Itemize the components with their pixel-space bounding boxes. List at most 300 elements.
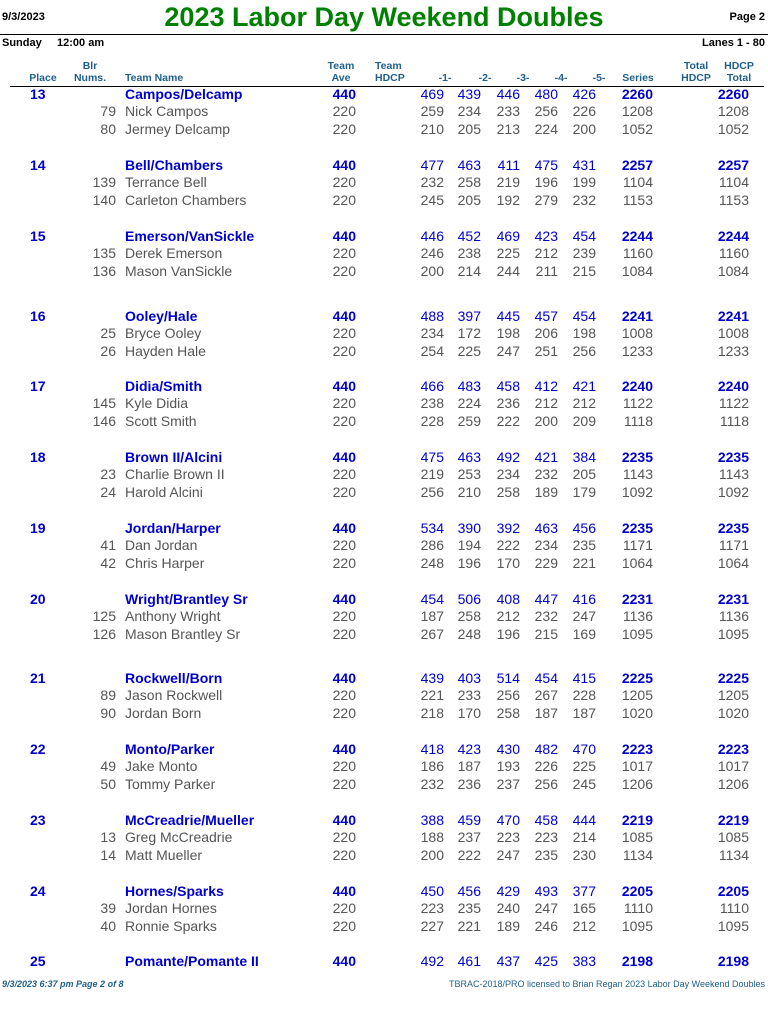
team-block — [0, 86, 768, 157]
bowler-game-5: 256 — [572, 343, 596, 359]
team-block — [0, 741, 768, 812]
bowler-game-5: 225 — [572, 758, 596, 774]
bowler-game-5: 200 — [572, 121, 596, 137]
bowler-average: 220 — [332, 608, 356, 624]
bowler-game-5: 198 — [572, 325, 596, 341]
bowler-series: 1136 — [622, 608, 653, 624]
bowler-game-4: 247 — [534, 900, 558, 916]
col-game-1: -1- — [438, 72, 452, 84]
bowler-game-3: 219 — [496, 174, 520, 190]
team-series: 2231 — [621, 591, 653, 607]
team-series: 2219 — [621, 812, 653, 828]
bowler-game-2: 214 — [457, 263, 481, 279]
bowler-game-1: 210 — [420, 121, 444, 137]
col-team-ave — [320, 60, 362, 84]
bowler-series: 1020 — [621, 705, 653, 721]
team-game-4: 493 — [534, 883, 558, 899]
bowler-name: Kyle Didia — [125, 395, 189, 411]
team-game-3: 392 — [496, 520, 520, 536]
team-average: 440 — [332, 741, 356, 757]
bowler-game-3: 247 — [496, 343, 520, 359]
bowler-game-2: 233 — [457, 687, 481, 703]
bowler-number: 24 — [100, 484, 116, 500]
bowler-average: 220 — [332, 413, 356, 429]
bowler-hdcp-total: 1084 — [717, 263, 749, 279]
bowler-game-5: 199 — [572, 174, 596, 190]
bowler-game-1: 200 — [420, 847, 444, 863]
team-name: Pomante/Pomante II — [125, 953, 259, 969]
team-place: 19 — [30, 520, 46, 536]
bowler-game-5: 179 — [572, 484, 596, 500]
bowler-game-5: 226 — [572, 103, 596, 119]
footer-license: TBRAC-2018/PRO licensed to Brian Regan 2023 Labor Day Weekend Doubles — [448, 979, 765, 989]
team-average: 440 — [332, 591, 356, 607]
bowler-hdcp-total: 1008 — [717, 325, 749, 341]
bowler-game-2: 187 — [457, 758, 481, 774]
team-name: Brown II/Alcini — [125, 449, 223, 465]
bowler-game-4: 251 — [534, 343, 558, 359]
bowler-name: Tommy Parker — [125, 776, 216, 792]
bowler-game-2: 172 — [457, 325, 481, 341]
team-game-3: 458 — [496, 378, 520, 394]
team-game-4: 421 — [534, 449, 558, 465]
bowler-game-5: 165 — [572, 900, 596, 916]
team-game-4: 475 — [534, 157, 558, 173]
col-blr-nums — [70, 60, 110, 84]
session-day-time: Sunday 12:00 am — [2, 37, 105, 49]
bowler-game-1: 219 — [420, 466, 444, 482]
bowler-name: Dan Jordan — [125, 537, 198, 553]
bowler-number: 140 — [92, 192, 116, 208]
bowler-game-1: 186 — [420, 758, 444, 774]
team-game-4: 458 — [534, 812, 558, 828]
team-game-3: 514 — [496, 670, 520, 686]
bowler-game-2: 225 — [457, 343, 481, 359]
bowler-series: 1052 — [621, 121, 653, 137]
bowler-game-5: 239 — [572, 245, 596, 261]
bowler-game-4: 223 — [534, 829, 558, 845]
team-place: 24 — [30, 883, 46, 899]
bowler-name: Jermey Delcamp — [125, 121, 231, 137]
team-game-2: 439 — [457, 86, 481, 102]
team-game-4: 412 — [534, 378, 558, 394]
bowler-game-4: 200 — [534, 413, 558, 429]
team-series: 2235 — [621, 449, 653, 465]
bowler-average: 220 — [332, 918, 356, 934]
bowler-average: 220 — [332, 758, 356, 774]
bowler-game-2: 170 — [457, 705, 481, 721]
bowler-series: 1206 — [621, 776, 653, 792]
team-game-3: 430 — [496, 741, 520, 757]
bowler-game-2: 210 — [457, 484, 481, 500]
bowler-game-2: 221 — [457, 918, 481, 934]
team-game-4: 457 — [534, 308, 558, 324]
bowler-hdcp-total: 1208 — [717, 103, 749, 119]
bowler-game-5: 221 — [572, 555, 596, 571]
team-game-1: 534 — [420, 520, 444, 536]
bowler-game-3: 225 — [496, 245, 520, 261]
team-game-1: 475 — [420, 449, 444, 465]
col-thdcp-line1: Total — [683, 60, 709, 72]
bowler-game-3: 240 — [496, 900, 520, 916]
bowler-game-4: 226 — [534, 758, 558, 774]
team-series: 2205 — [621, 883, 653, 899]
bowler-game-5: 209 — [572, 413, 596, 429]
bowler-game-3: 198 — [496, 325, 520, 341]
bowler-game-1: 221 — [420, 687, 444, 703]
team-game-4: 480 — [534, 86, 558, 102]
bowler-game-3: 236 — [496, 395, 520, 411]
bowler-average: 220 — [332, 395, 356, 411]
bowler-number: 26 — [100, 343, 116, 359]
team-game-1: 466 — [420, 378, 444, 394]
bowler-series: 1064 — [621, 555, 653, 571]
header-divider — [0, 34, 768, 35]
bowler-average: 220 — [332, 847, 356, 863]
bowler-hdcp-total: 1118 — [719, 413, 749, 429]
bowler-game-1: 254 — [420, 343, 444, 359]
bowler-series: 1017 — [621, 758, 653, 774]
bowler-series: 1122 — [622, 395, 653, 411]
bowler-game-5: 214 — [572, 829, 596, 845]
bowler-hdcp-total: 1134 — [718, 847, 749, 863]
footer-timestamp: 9/3/2023 6:37 pm Page 2 of 8 — [2, 979, 124, 989]
bowler-game-1: 227 — [420, 918, 444, 934]
bowler-series: 1092 — [621, 484, 653, 500]
team-block — [0, 812, 768, 883]
team-average: 440 — [332, 86, 356, 102]
bowler-number: 14 — [100, 847, 116, 863]
bowler-game-4: 234 — [534, 537, 558, 553]
bowler-series: 1085 — [621, 829, 653, 845]
team-hdcp-total: 2219 — [717, 812, 749, 828]
bowler-game-5: 235 — [572, 537, 596, 553]
team-name: Bell/Chambers — [125, 157, 224, 173]
bowler-number: 39 — [100, 900, 116, 916]
team-game-1: 446 — [420, 228, 444, 244]
bowler-average: 220 — [332, 705, 356, 721]
team-game-3: 408 — [496, 591, 520, 607]
team-name: Hornes/Sparks — [125, 883, 224, 899]
team-hdcp-total: 2205 — [717, 883, 749, 899]
team-game-1: 439 — [420, 670, 444, 686]
bowler-game-4: 224 — [534, 121, 558, 137]
bowler-number: 49 — [100, 758, 116, 774]
col-htotal-line2: Total — [726, 72, 752, 84]
bowler-game-5: 212 — [572, 395, 596, 411]
bowler-series: 1143 — [622, 466, 653, 482]
bowler-game-3: 222 — [496, 413, 520, 429]
team-game-4: 447 — [534, 591, 558, 607]
bowler-game-4: 246 — [534, 918, 558, 934]
col-htotal-line1: HDCP — [724, 60, 754, 72]
team-game-5: 377 — [572, 883, 596, 899]
team-block — [0, 449, 768, 520]
bowler-game-2: 236 — [457, 776, 481, 792]
team-name: Monto/Parker — [125, 741, 215, 757]
bowler-game-5: 230 — [572, 847, 596, 863]
team-game-2: 463 — [457, 449, 481, 465]
page-number: Page 2 — [729, 11, 765, 23]
bowler-name: Charlie Brown II — [125, 466, 225, 482]
bowler-game-1: 232 — [420, 174, 444, 190]
col-place: Place — [29, 72, 57, 84]
team-hdcp-total: 2198 — [717, 953, 749, 969]
team-game-4: 425 — [534, 953, 558, 969]
bowler-average: 220 — [332, 776, 356, 792]
bowler-name: Carleton Chambers — [125, 192, 247, 208]
bowler-game-3: 258 — [496, 705, 520, 721]
bowler-game-3: 212 — [496, 608, 520, 624]
team-place: 20 — [30, 591, 46, 607]
bowler-game-3: 196 — [496, 626, 520, 642]
bowler-game-1: 187 — [420, 608, 444, 624]
team-hdcp-total: 2235 — [717, 449, 749, 465]
lanes-label: Lanes 1 - 80 — [702, 37, 765, 49]
bowler-series: 1095 — [621, 918, 653, 934]
bowler-game-5: 215 — [572, 263, 596, 279]
col-hdcp-line2: HDCP — [375, 72, 405, 84]
bowler-game-1: 234 — [420, 325, 444, 341]
bowler-number: 126 — [92, 626, 116, 642]
bowler-game-3: 193 — [496, 758, 520, 774]
team-block — [0, 228, 768, 299]
bowler-series: 1084 — [621, 263, 653, 279]
team-hdcp-total: 2223 — [717, 741, 749, 757]
team-average: 440 — [332, 953, 356, 969]
team-game-2: 397 — [457, 308, 481, 324]
bowler-series: 1153 — [622, 192, 653, 208]
bowler-game-3: 258 — [496, 484, 520, 500]
bowler-name: Hayden Hale — [125, 343, 206, 359]
bowler-game-2: 237 — [457, 829, 481, 845]
bowler-game-3: 222 — [496, 537, 520, 553]
bowler-number: 42 — [100, 555, 116, 571]
bowler-average: 220 — [332, 343, 356, 359]
team-game-3: 492 — [496, 449, 520, 465]
bowler-game-2: 205 — [457, 192, 481, 208]
bowler-average: 220 — [332, 121, 356, 137]
team-name: Emerson/VanSickle — [125, 228, 255, 244]
bowler-game-4: 215 — [534, 626, 558, 642]
bowler-number: 146 — [92, 413, 116, 429]
bowler-series: 1095 — [621, 626, 653, 642]
bowler-game-5: 245 — [572, 776, 596, 792]
team-game-5: 431 — [572, 157, 596, 173]
bowler-game-3: 223 — [496, 829, 520, 845]
team-place: 16 — [30, 308, 46, 324]
team-series: 2198 — [621, 953, 653, 969]
report-date: 9/3/2023 — [2, 11, 45, 23]
team-game-2: 452 — [457, 228, 481, 244]
bowler-hdcp-total: 1143 — [718, 466, 749, 482]
bowler-average: 220 — [332, 484, 356, 500]
bowler-series: 1160 — [622, 245, 653, 261]
team-block — [0, 883, 768, 954]
team-hdcp-total: 2244 — [717, 228, 749, 244]
team-average: 440 — [332, 520, 356, 536]
team-game-4: 423 — [534, 228, 558, 244]
team-game-5: 454 — [572, 308, 596, 324]
team-name: McCreadrie/Mueller — [125, 812, 255, 828]
team-game-1: 469 — [420, 86, 444, 102]
team-series: 2241 — [621, 308, 653, 324]
team-average: 440 — [332, 157, 356, 173]
bowler-game-1: 200 — [420, 263, 444, 279]
bowler-hdcp-total: 1085 — [717, 829, 749, 845]
bowler-average: 220 — [332, 829, 356, 845]
team-game-5: 426 — [572, 86, 596, 102]
team-name: Ooley/Hale — [125, 308, 198, 324]
team-block — [0, 308, 768, 379]
col-game-2: -2- — [478, 72, 492, 84]
team-game-1: 418 — [420, 741, 444, 757]
bowler-game-1: 246 — [420, 245, 444, 261]
bowler-number: 41 — [100, 537, 116, 553]
team-series: 2240 — [621, 378, 653, 394]
team-game-5: 456 — [572, 520, 596, 536]
team-game-3: 411 — [497, 157, 520, 173]
bowler-game-4: 212 — [534, 395, 558, 411]
team-place: 18 — [30, 449, 46, 465]
bowler-hdcp-total: 1104 — [718, 174, 749, 190]
team-series: 2244 — [621, 228, 653, 244]
col-game-5: -5- — [592, 72, 606, 84]
bowler-game-3: 234 — [496, 466, 520, 482]
bowler-average: 220 — [332, 325, 356, 341]
team-place: 23 — [30, 812, 46, 828]
team-name: Jordan/Harper — [125, 520, 221, 536]
team-game-2: 423 — [457, 741, 481, 757]
bowler-game-5: 187 — [572, 705, 596, 721]
team-game-2: 456 — [457, 883, 481, 899]
col-game-3: -3- — [516, 72, 530, 84]
bowler-series: 1171 — [622, 537, 653, 553]
bowler-game-2: 238 — [457, 245, 481, 261]
bowler-game-4: 189 — [534, 484, 558, 500]
col-game-4: -4- — [554, 72, 568, 84]
bowler-game-2: 234 — [457, 103, 481, 119]
bowler-game-2: 248 — [457, 626, 481, 642]
bowler-game-1: 223 — [420, 900, 444, 916]
bowler-hdcp-total: 1052 — [717, 121, 749, 137]
bowler-series: 1208 — [621, 103, 653, 119]
bowler-series: 1118 — [623, 413, 653, 429]
bowler-series: 1233 — [621, 343, 653, 359]
bowler-game-5: 247 — [572, 608, 596, 624]
team-place: 25 — [30, 953, 46, 969]
bowler-number: 23 — [100, 466, 116, 482]
team-average: 440 — [332, 670, 356, 686]
bowler-name: Jordan Born — [125, 705, 202, 721]
team-game-4: 454 — [534, 670, 558, 686]
bowler-average: 220 — [332, 555, 356, 571]
bowler-hdcp-total: 1095 — [717, 626, 749, 642]
bowler-game-2: 205 — [457, 121, 481, 137]
bowler-number: 13 — [100, 829, 116, 845]
team-average: 440 — [332, 308, 356, 324]
team-game-2: 390 — [457, 520, 481, 536]
bowler-game-2: 196 — [457, 555, 481, 571]
bowler-average: 220 — [332, 174, 356, 190]
team-game-2: 403 — [457, 670, 481, 686]
team-series: 2257 — [621, 157, 653, 173]
bowler-game-1: 248 — [420, 555, 444, 571]
bowler-average: 220 — [332, 687, 356, 703]
bowler-game-1: 259 — [420, 103, 444, 119]
team-game-3: 469 — [496, 228, 520, 244]
team-place: 14 — [30, 157, 46, 173]
bowler-game-4: 256 — [534, 776, 558, 792]
team-average: 440 — [332, 228, 356, 244]
bowler-series: 1134 — [622, 847, 653, 863]
bowler-hdcp-total: 1017 — [717, 758, 749, 774]
bowler-series: 1205 — [621, 687, 653, 703]
bowler-game-4: 187 — [534, 705, 558, 721]
team-place: 21 — [30, 670, 46, 686]
bowler-game-1: 245 — [420, 192, 444, 208]
bowler-hdcp-total: 1206 — [717, 776, 749, 792]
bowler-number: 89 — [100, 687, 116, 703]
bowler-average: 220 — [332, 245, 356, 261]
bowler-game-1: 218 — [420, 705, 444, 721]
bowler-name: Chris Harper — [125, 555, 205, 571]
bowler-game-2: 222 — [457, 847, 481, 863]
bowler-average: 220 — [332, 626, 356, 642]
bowler-game-2: 259 — [457, 413, 481, 429]
bowler-game-4: 229 — [534, 555, 558, 571]
team-hdcp-total: 2231 — [717, 591, 749, 607]
team-game-5: 421 — [572, 378, 596, 394]
team-series: 2225 — [621, 670, 653, 686]
bowler-hdcp-total: 1233 — [717, 343, 749, 359]
bowler-average: 220 — [332, 900, 356, 916]
bowler-game-4: 212 — [534, 245, 558, 261]
team-game-5: 384 — [572, 449, 596, 465]
bowler-hdcp-total: 1153 — [718, 192, 749, 208]
team-game-2: 463 — [457, 157, 481, 173]
bowler-number: 135 — [92, 245, 116, 261]
team-game-5: 454 — [572, 228, 596, 244]
team-game-3: 437 — [496, 953, 520, 969]
bowler-hdcp-total: 1160 — [718, 245, 749, 261]
team-place: 17 — [30, 378, 46, 394]
team-game-1: 454 — [420, 591, 444, 607]
team-average: 440 — [332, 883, 356, 899]
team-block — [0, 520, 768, 591]
bowler-name: Bryce Ooley — [125, 325, 202, 341]
bowler-name: Greg McCreadrie — [125, 829, 233, 845]
bowler-game-4: 206 — [534, 325, 558, 341]
team-game-3: 445 — [496, 308, 520, 324]
team-game-1: 488 — [420, 308, 444, 324]
bowler-hdcp-total: 1205 — [717, 687, 749, 703]
col-ave-line2: Ave — [331, 72, 351, 84]
bowler-game-3: 233 — [496, 103, 520, 119]
bowler-game-2: 194 — [457, 537, 481, 553]
team-series: 2223 — [621, 741, 653, 757]
bowler-game-4: 267 — [534, 687, 558, 703]
team-game-2: 461 — [457, 953, 481, 969]
col-ave-line1: Team — [327, 60, 355, 72]
team-name: Didia/Smith — [125, 378, 203, 394]
team-hdcp-total: 2241 — [717, 308, 749, 324]
bowler-name: Terrance Bell — [125, 174, 207, 190]
bowler-game-2: 258 — [457, 174, 481, 190]
team-hdcp-total: 2260 — [717, 86, 749, 102]
bowler-game-3: 256 — [496, 687, 520, 703]
team-block — [0, 670, 768, 741]
